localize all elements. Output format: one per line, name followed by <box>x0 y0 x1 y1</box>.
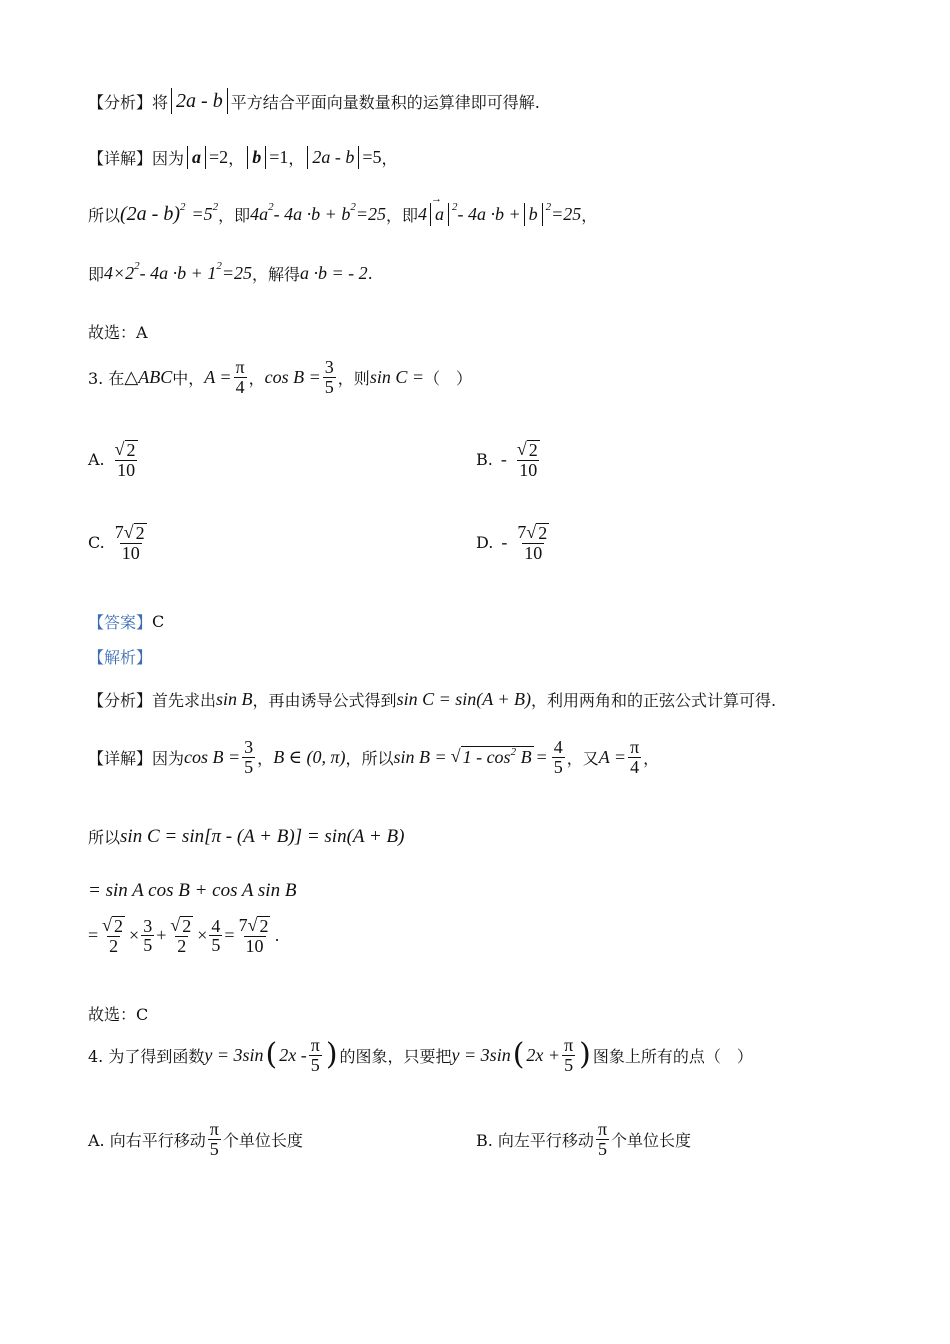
norm-b: b <box>247 146 266 169</box>
q3-option-b-radicand: 2 <box>528 440 538 460</box>
choose-a: 故选：A <box>88 323 148 342</box>
q3-option-a-den: 10 <box>117 459 136 480</box>
q3-option-d-coef: 7 <box>517 522 527 542</box>
q3-sinc: sin C = <box>369 366 424 387</box>
q3-angle-a: A = <box>204 366 232 387</box>
expand-1: 4a <box>250 204 269 225</box>
norm-form-a: → a <box>430 203 449 226</box>
norm-form-1: 4 <box>417 204 427 225</box>
detail2-four-2: 4 <box>630 756 640 777</box>
calc-n2: 3 <box>143 915 153 936</box>
detail-line-1 <box>88 146 398 169</box>
subst-1: 4×2 <box>104 263 135 283</box>
detail2-text-5: ， <box>643 748 660 768</box>
calc-eq-1: = <box>88 925 99 946</box>
q3-option-b-label: B. <box>476 450 493 470</box>
subst-3: =25 <box>221 263 252 283</box>
sinc-line <box>88 825 404 848</box>
q3-option-a[interactable]: A. √ 2 10 <box>88 439 136 480</box>
detail2-a: A = <box>598 746 627 767</box>
detail2-five-2: 5 <box>553 756 563 777</box>
detail2-tag: 【详解】 <box>88 748 153 768</box>
q3-option-b[interactable]: B. - √ 2 10 <box>476 439 538 480</box>
q4-f1-five: 5 <box>310 1054 320 1075</box>
answer-value: C <box>152 612 165 631</box>
ie-text-1: ，即 <box>218 206 251 226</box>
calc-plus: + <box>156 925 167 946</box>
q3-five: 5 <box>324 376 334 397</box>
detail2-sqrt-b: B <box>516 747 532 768</box>
q3-option-d-label: D. <box>476 533 494 553</box>
comma-1: ， <box>228 149 245 169</box>
choose-c: 故选：C <box>88 1005 149 1024</box>
q3-option-c-label: C. <box>88 533 105 553</box>
norm-form-b: b <box>524 203 543 226</box>
q4-option-a-label: A. 向右平行移动 <box>88 1130 206 1150</box>
q3-text-1: 中， <box>172 368 205 388</box>
analysis-line-2 <box>88 688 776 711</box>
detail2-eq: = <box>536 746 547 767</box>
sinc-expr: sin C = sin[π - (A + B)] = sin(A + B) <box>120 825 405 847</box>
expand-2-exp: 2 <box>350 200 356 213</box>
detail2-sinb: sin B = <box>393 746 447 767</box>
expand-2: - 4a ·b + b <box>273 204 351 225</box>
comma-2: ， <box>288 149 305 169</box>
q3-number: 3. 在 <box>88 368 125 388</box>
q4-f1-b: 2x - <box>279 1044 307 1065</box>
square-exp: 2 <box>180 200 186 213</box>
calc-d5: 10 <box>245 935 264 956</box>
vector-norm-expr: 2a - b <box>171 88 228 114</box>
norm-b-value: =1 <box>269 147 289 168</box>
calc-times-2: × <box>197 925 208 946</box>
q3-text-2: ， <box>248 368 265 388</box>
q3-option-c-coef: 7 <box>114 522 124 542</box>
analysis2-text-1: 首先求出 <box>152 691 217 710</box>
calc-r5: 2 <box>259 916 269 936</box>
q3-cosb: cos B = <box>264 366 321 387</box>
detail-line-2 <box>88 200 598 226</box>
ie-text-3: 即 <box>88 265 105 284</box>
detail2-five: 5 <box>244 756 254 777</box>
norm-a-value: =2 <box>209 147 229 168</box>
analysis2-text-3: ，利用两角和的正弦公式计算可得. <box>531 691 777 710</box>
detail2-pi: π <box>630 737 640 757</box>
norm-2a-b-value: =5 <box>362 147 382 168</box>
q3-text-3: ，则 <box>337 368 370 388</box>
eq-five: =5 <box>191 204 213 225</box>
q4-option-b[interactable] <box>476 1120 691 1159</box>
analysis-text-1: 将 <box>152 92 169 112</box>
so-text: 所以 <box>88 206 121 226</box>
detail2-text-2: ， <box>257 748 274 768</box>
calc-eq-2: = <box>224 925 235 946</box>
answer-line <box>88 610 164 633</box>
detail2-cosb: cos B = <box>184 746 241 767</box>
explain-tag: 【解析】 <box>88 648 153 667</box>
calc-d1: 2 <box>109 935 119 956</box>
q3-four: 4 <box>235 376 245 397</box>
norm-form-end: =25 <box>551 204 582 225</box>
expand-line: = sin A cos B + cos A sin B <box>88 880 297 901</box>
q4-option-a-pi: π <box>209 1119 219 1139</box>
q3-option-d-sign: - <box>501 532 508 553</box>
question-3 <box>88 358 472 397</box>
q4-text-2: 图象上所有的点（ ） <box>592 1046 753 1066</box>
calc-line: = √ 2 2 × $\frac{3}{5}$ + √ 2 2 × $\frac{4}{5}$ = 7 √ 2 10 . <box>88 915 280 956</box>
q3-three: 3 <box>324 357 334 377</box>
analysis-line <box>88 88 540 114</box>
detail2-sqrt-exp: 2 <box>510 746 517 759</box>
detail2-text-4: ，又 <box>566 748 599 768</box>
norm-form-b-exp: 2 <box>545 200 552 213</box>
comma-3: ， <box>381 149 398 169</box>
detail2-text-3: ，所以 <box>345 748 394 768</box>
norm-form-mid: - 4a ·b + <box>457 204 521 225</box>
q3-option-c-den: 10 <box>121 542 140 563</box>
eq-five-exp: 2 <box>212 200 219 213</box>
calc-d4: 5 <box>211 935 221 956</box>
calc-d2: 5 <box>143 935 153 956</box>
q3-option-a-radicand: 2 <box>126 440 136 460</box>
q3-option-b-den: 10 <box>519 459 538 480</box>
answer-tag: 【答案】 <box>88 613 153 632</box>
q3-option-d[interactable]: D. - 7 √ 2 10 <box>476 522 548 563</box>
q3-option-c-radicand: 2 <box>135 523 145 543</box>
analysis2-tag: 【分析】 <box>88 691 153 710</box>
subst-2-exp: 2 <box>216 259 222 272</box>
analysis-tag: 【分析】 <box>88 92 153 112</box>
norm-a: a <box>187 146 206 169</box>
q4-option-a-tail: 个单位长度 <box>222 1130 303 1150</box>
solve-text: ，解得 <box>251 265 300 284</box>
subst-2: - 4a ·b + 1 <box>139 263 217 283</box>
period-1: . <box>367 264 373 283</box>
detail-text-because: 因为 <box>152 149 185 169</box>
analysis-text-2: 平方结合平面向量数量积的运算律即可得解. <box>230 92 540 112</box>
detail2-text-1: 因为 <box>152 748 185 768</box>
q4-option-b-tail: 个单位长度 <box>611 1130 692 1150</box>
sinc-so: 所以 <box>88 828 121 847</box>
q3-triangle: △ABC <box>124 366 173 387</box>
analysis2-expr: sin C = sin(A + B) <box>396 689 532 709</box>
q3-option-d-den: 10 <box>524 542 543 563</box>
expand-1-exp: 2 <box>268 200 274 213</box>
detail2-three: 3 <box>244 737 254 757</box>
q4-f2-a: y = 3sin <box>451 1044 511 1065</box>
calc-times-1: × <box>129 925 140 946</box>
q3-pi: π <box>235 357 245 377</box>
detail2-line: 【详解】 因为 cos B = $\frac{3}{5}$ ， B ∈ (0, π) ，所以 sin B = √ $1 - \cos^2 B$ = $\frac{4}{5}$ ，又 A = $\frac{\pi}{4}$ ， <box>88 737 660 777</box>
q4-option-b-pi: π <box>597 1119 608 1139</box>
calc-r1: 2 <box>114 916 124 936</box>
detail-tag: 【详解】 <box>88 149 153 169</box>
calc-dot: . <box>274 926 280 946</box>
q3-option-c[interactable]: C. 7 √ 2 10 <box>88 522 145 563</box>
detail-line-3 <box>88 259 373 285</box>
q4-f1-pi: π <box>310 1035 320 1055</box>
q4-f2-five: 5 <box>564 1054 574 1075</box>
q3-option-d-radicand: 2 <box>538 523 548 543</box>
q4-option-b-label: B. 向左平行移动 <box>476 1130 594 1150</box>
q4-option-b-den: 5 <box>597 1138 607 1159</box>
calc-r3: 2 <box>182 916 192 936</box>
analysis2-text-2: ，再由诱导公式得到 <box>252 691 397 710</box>
q4-f2-b: 2x + <box>526 1044 561 1065</box>
q3-option-a-label: A. <box>88 450 105 470</box>
detail2-sqrt-body: 1 - cos <box>462 747 511 768</box>
calc-coef: 7 <box>238 915 248 935</box>
expand-3: =25 <box>355 204 386 225</box>
detail2-four: 4 <box>553 737 563 757</box>
dot-result: a ·b = - 2 <box>299 263 368 283</box>
question-4: 4. 为了得到函数 y = 3sin ( 2x - $\frac{\pi}{5}$ ) 的图象，只要把 y = 3sin ( 2x + $\frac{\pi}{5}$ ) 图象上所有的点（ ） <box>88 1035 753 1075</box>
calc-d3: 2 <box>177 935 187 956</box>
q3-paren: （ ） <box>423 368 472 388</box>
ie-text-2: ，即 <box>385 206 418 226</box>
subst-1-exp: 2 <box>134 259 140 272</box>
comma-4: ， <box>581 206 598 226</box>
norm-form-a-exp: 2 <box>451 200 458 213</box>
q4-f1-a: y = 3sin <box>204 1044 264 1065</box>
analysis2-sinb: sin B <box>216 689 253 709</box>
q4-option-a[interactable] <box>88 1120 303 1159</box>
q4-f2-pi: π <box>564 1035 574 1055</box>
square-expr-left: (2a - b) <box>120 203 180 226</box>
q3-option-b-sign: - <box>500 449 507 470</box>
norm-2a-b: 2a - b <box>307 146 359 169</box>
calc-n4: 4 <box>211 915 221 936</box>
detail2-b-range: B ∈ (0, π) <box>273 746 346 767</box>
q4-number: 4. 为了得到函数 <box>88 1046 205 1066</box>
q4-text-1: 的图象，只要把 <box>339 1046 452 1066</box>
q4-option-a-den: 5 <box>209 1138 219 1159</box>
